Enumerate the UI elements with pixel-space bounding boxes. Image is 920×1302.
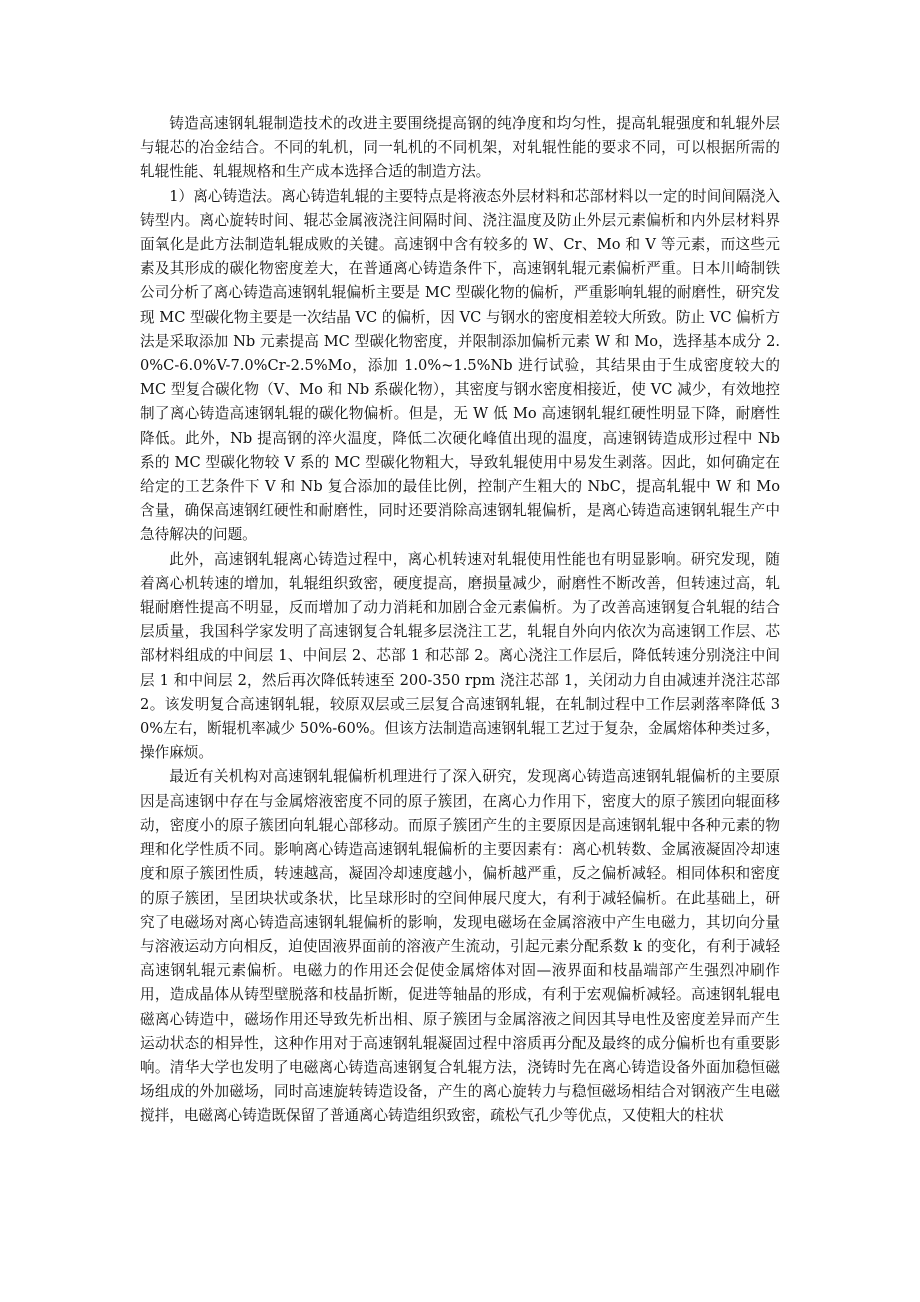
paragraph-rotation-speed: 此外，高速钢轧辊离心铸造过程中，离心机转速对轧辊使用性能也有明显影响。研究发现，随着离心机转速的增加，轧辊组织致密，硬度提高，磨损量减少，耐磨性不断改善，但转速过高，轧辊耐磨性提高不明显，反而增加了动力消耗和加剧合金元素偏析。为了改善高速钢复合轧辊的结合层质量，我国科学家发明了高速钢复合轧辊多层浇注工艺，轧辊自外向内依次为高速钢工作层、芯部材料组成的中间层 1、中间层 2、芯部 1 和芯部 2。离心浇注工作层后，降低转速分别浇注中间层 1 和中间层 2，然后再次降低转速至 200-350 rpm 浇注芯部 1，关闭动力自由减速并浇注芯部 2。该发明复合高速钢轧辊，较原双层或三层复合高速钢轧辊，在轧制过程中工作层剥落率降低 30%左右，断辊机率减少 50%-60%。但该方法制造高速钢轧辊工艺过于复杂，金属熔体种类过多，操作麻烦。 (140, 550, 780, 762)
paragraph-intro: 铸造高速钢轧辊制造技术的改进主要围绕提高钢的纯净度和均匀性，提高轧辊强度和轧辊外层与辊芯的冶金结合。不同的轧机，同一轧机的不同机架，对轧辊性能的要求不同，可以根据所需的轧辊性能、轧辊规格和生产成本选择合适的制造方法。 (140, 115, 780, 181)
paragraph-centrifugal-casting: 1）离心铸造法。离心铸造轧辊的主要特点是将液态外层材料和芯部材料以一定的时间间隔浇入铸型内。离心旋转时间、辊芯金属液浇注间隔时间、浇注温度及防止外层元素偏析和内外层材料界面氧化是此方法制造轧辊成败的关键。高速钢中含有较多的 W、Cr、Mo 和 V 等元素，而这些元素及其形成的碳化物密度差大，在普通离心铸造条件下，高速钢轧辊元素偏析严重。日本川崎制铁公司分析了离心铸造高速钢轧辊偏析主要是 MC 型碳化物的偏析，严重影响轧辊的耐磨性，研究发现 MC 型碳化物主要是一次结晶 VC 的偏析，因 VC 与钢水的密度相差较大所致。防止 VC 偏析方法是采取添加 Nb 元素提高 MC 型碳化物密度，并限制添加偏析元素 W 和 Mo，选择基本成分 2.0%C-6.0%V-7.0%Cr-2.5%Mo，添加 1.0%~1.5%Nb 进行试验，其结果由于生成密度较大的 MC 型复合碳化物（V、Mo 和 Nb 系碳化物），其密度与钢水密度相接近，使 VC 减少，有效地控制了离心铸造高速钢轧辊的碳化物偏析。但是，无 W 低 Mo 高速钢轧辊红硬性明显下降，耐磨性降低。此外，Nb 提高钢的淬火温度，降低二次硬化峰值出现的温度，高速钢铸造成形过程中 Nb 系的 MC 型碳化物较 V 系的 MC 型碳化物粗大，导致轧辊使用中易发生剥落。因此，如何确定在给定的工艺条件下 V 和 Nb 复合添加的最佳比例，控制产生粗大的 NbC，提高轧辊中 W 和 Mo 含量，确保高速钢红硬性和耐磨性，同时还要消除高速钢轧辊偏析，是离心铸造高速钢轧辊生产中急待解决的问题。 (140, 187, 780, 544)
paragraph-segregation-mechanism: 最近有关机构对高速钢轧辊偏析机理进行了深入研究，发现离心铸造高速钢轧辊偏析的主要原因是高速钢中存在与金属熔液密度不同的原子簇团，在离心力作用下，密度大的原子簇团向辊面移动，密度小的原子簇团向轧辊心部移动。而原子簇团产生的主要原因是高速钢轧辊中各种元素的物理和化学性质不同。影响离心铸造高速钢轧辊偏析的主要因素有：离心机转数、金属液凝固冷却速度和原子簇团性质，转速越高，凝固冷却速度越小，偏析越严重，反之偏析减轻。相同体积和密度的原子簇团，呈团块状或条状，比呈球形时的空间伸展尺度大，有利于减轻偏析。在此基础上，研究了电磁场对离心铸造高速钢轧辊偏析的影响，发现电磁场在金属溶液中产生电磁力，其切向分量与溶液运动方向相反，迫使固液界面前的溶液产生流动，引起元素分配系数 k 的变化，有利于减轻高速钢轧辊元素偏析。电磁力的作用还会促使金属熔体对固—液界面和枝晶端部产生强烈冲刷作用，造成晶体从铸型壁脱落和枝晶折断，促进等轴晶的形成，有利于宏观偏析减轻。高速钢轧辊电磁离心铸造中，磁场作用还导致先析出相、原子簇团与金属溶液之间因其导电性及密度差异而产生运动状态的相异性，这种作用对于高速钢轧辊凝固过程中溶质再分配及最终的成分偏析也有重要影响。清华大学也发明了电磁离心铸造高速钢复合轧辊方法，浇铸时先在离心铸造设备外面加稳恒磁场组成的外加磁场，同时高速旋转铸造设备，产生的离心旋转力与稳恒磁场相结合对钢液产生电磁搅拌，电磁离心铸造既保留了普通离心铸造组织致密，疏松气孔少等优点，又使粗大的柱状 (140, 768, 780, 1125)
document-body (140, 112, 780, 1129)
